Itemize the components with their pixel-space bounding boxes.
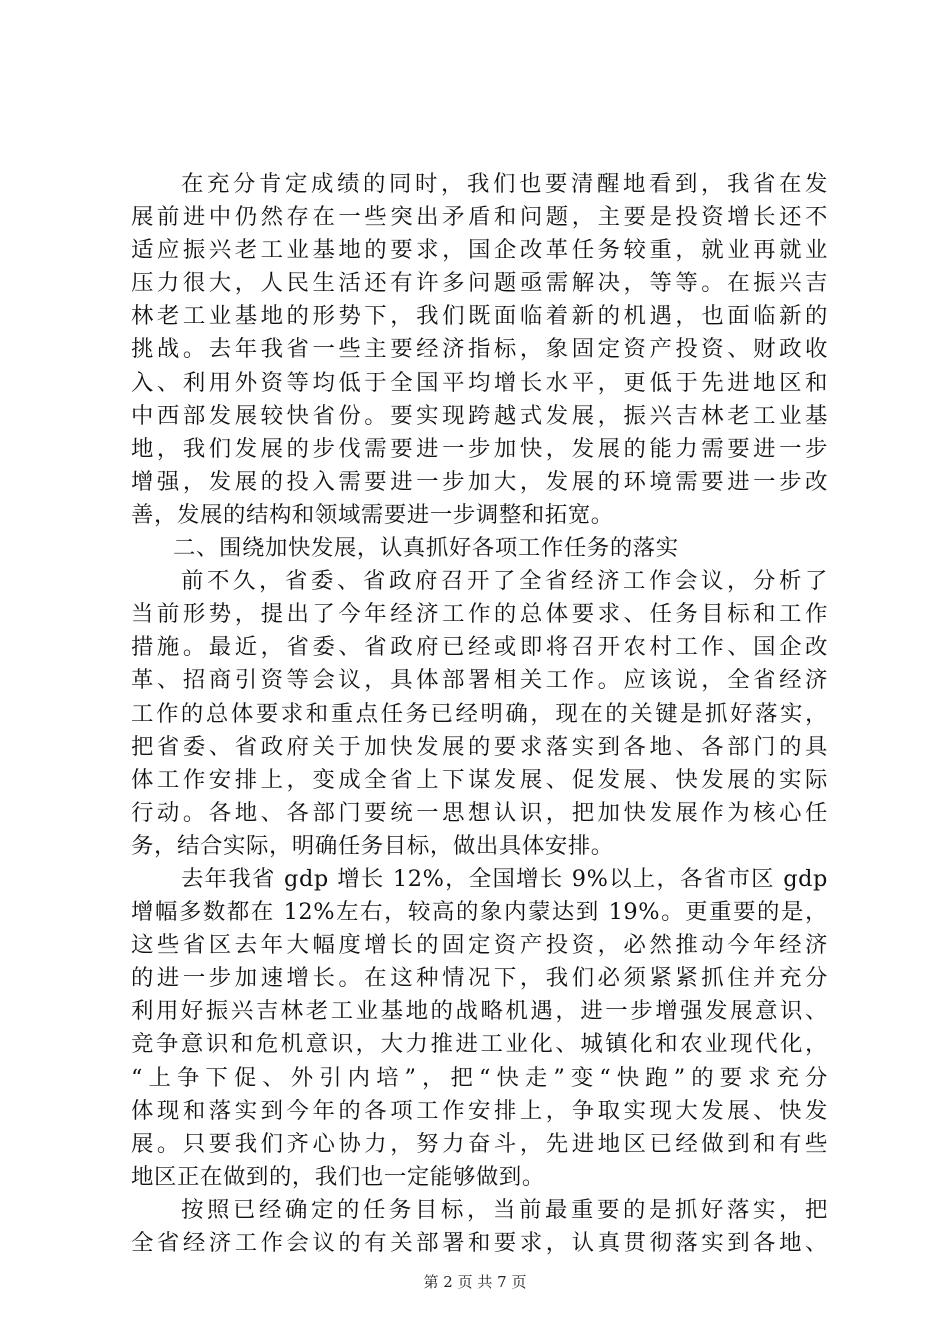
text-line: 的进一步加速增长。在这种情况下，我们必须紧紧抓住并充分 (131, 965, 828, 992)
text-line: 增幅多数都在 12%左右，较高的象内蒙达到 19%。更重要的是， (131, 899, 828, 926)
text-line: 善，发展的结构和领域需要进一步调整和拓宽。 (131, 501, 614, 528)
text-line: 压力很大，人民生活还有许多问题亟需解决，等等。在振兴吉 (131, 270, 828, 297)
text-line: 竞争意识和危机意识，大力推进工业化、城镇化和农业现代化， (131, 1031, 828, 1058)
text-line: 增强，发展的投入需要进一步加大，发展的环境需要进一步改 (131, 468, 828, 495)
text-line: 把省委、省政府关于加快发展的要求落实到各地、各部门的具 (131, 733, 828, 760)
text-line: 工作的总体要求和重点任务已经明确，现在的关键是抓好落实， (131, 700, 828, 727)
text-line: 适应振兴老工业基地的要求，国企改革任务较重，就业再就业 (131, 237, 828, 264)
text-line: 在充分肯定成绩的同时，我们也要清醒地看到，我省在发 (181, 171, 828, 197)
text-line: “上争下促、外引内培”，把“快走”变“快跑”的要求充分 (131, 1064, 828, 1091)
text-line: 当前形势，提出了今年经济工作的总体要求、任务目标和工作 (131, 601, 828, 628)
text-line: 利用好振兴吉林老工业基地的战略机遇，进一步增强发展意识、 (131, 998, 828, 1025)
text-line: 前不久，省委、省政府召开了全省经济工作会议，分析了 (181, 568, 828, 595)
text-line: 入、利用外资等均低于全国平均增长水平，更低于先进地区和 (131, 369, 828, 396)
text-line: 地，我们发展的步伐需要进一步加快，发展的能力需要进一步 (131, 435, 828, 462)
text-line: 地区正在做到的，我们也一定能够做到。 (131, 1163, 545, 1190)
text-line: 这些省区去年大幅度增长的固定资产投资，必然推动今年经济 (131, 932, 828, 959)
document-body (131, 168, 828, 1260)
text-line: 措施。最近，省委、省政府已经或即将召开农村工作、国企改 (131, 634, 828, 661)
text-line: 务，结合实际，明确任务目标，做出具体安排。 (131, 832, 614, 859)
text-line: 按照已经确定的任务目标，当前最重要的是抓好落实，把 (181, 1196, 828, 1223)
text-line: 展。只要我们齐心协力，努力奋斗，先进地区已经做到和有些 (131, 1130, 828, 1157)
text-line: 中西部发展较快省份。要实现跨越式发展，振兴吉林老工业基 (131, 402, 828, 429)
text-line: 二、围绕加快发展，认真抓好各项工作任务的落实 (173, 535, 679, 562)
text-line: 体工作安排上，变成全省上下谋发展、促发展、快发展的实际 (131, 766, 828, 793)
text-line: 去年我省 gdp 增长 12%，全国增长 9%以上，各省市区 gdp (181, 865, 828, 892)
text-line: 体现和落实到今年的各项工作安排上，争取实现大发展、快发 (131, 1097, 828, 1124)
page-footer: 第 2 页 共 7 页 (423, 1273, 527, 1291)
text-line: 行动。各地、各部门要统一思想认识，把加快发展作为核心任 (131, 799, 828, 826)
text-line: 挑战。去年我省一些主要经济指标，象固定资产投资、财政收 (131, 336, 828, 363)
text-line: 革、招商引资等会议，具体部署相关工作。应该说，全省经济 (131, 667, 828, 694)
text-line: 全省经济工作会议的有关部署和要求，认真贯彻落实到各地、 (131, 1230, 828, 1256)
text-line: 林老工业基地的形势下，我们既面临着新的机遇，也面临新的 (131, 303, 828, 330)
text-line: 展前进中仍然存在一些突出矛盾和问题，主要是投资增长还不 (131, 204, 828, 231)
